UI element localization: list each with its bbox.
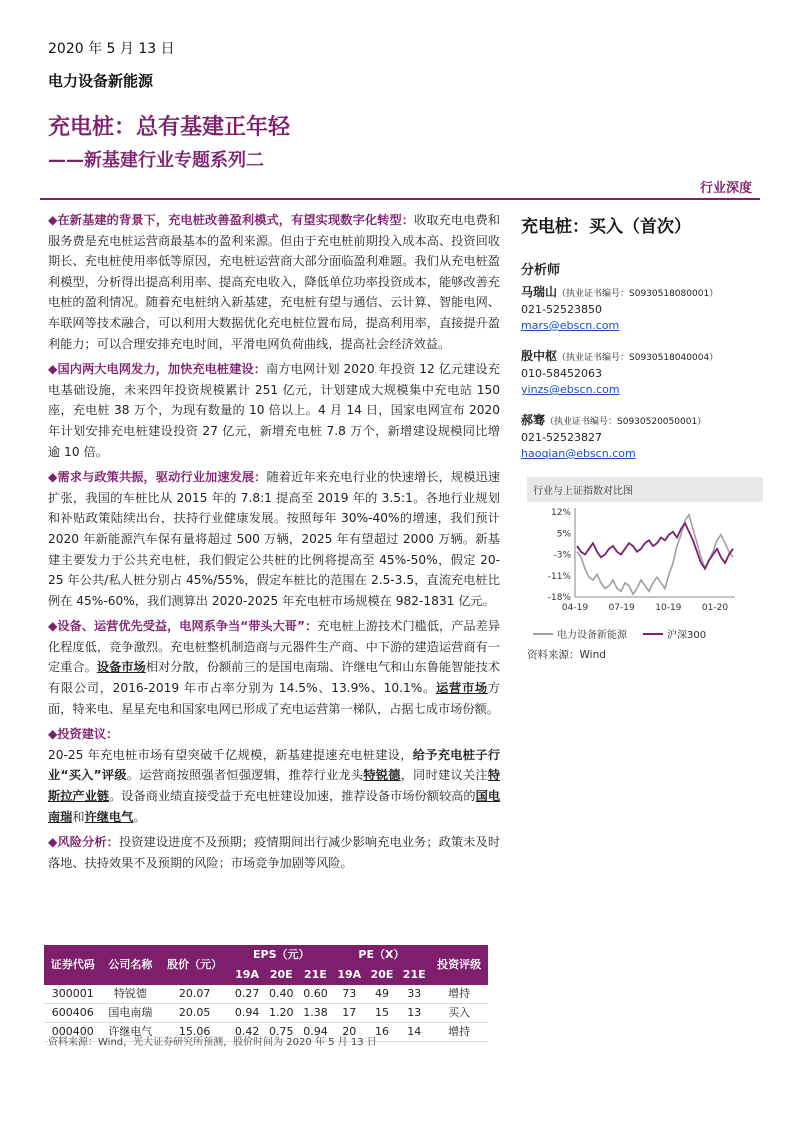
analyst-email-link[interactable]: mars@ebscn.com [521, 319, 620, 332]
report-title: 充电桩：总有基建正年轻 [48, 115, 291, 140]
analyst-card: 马瑞山（执业证书编号：S0930518080001） 021-52523850 mars@ebscn.com [521, 284, 761, 334]
header-year: 20E [264, 965, 298, 985]
table-row: 000400 许继电气 15.06 0.42 0.75 0.94 20 16 14 增持 [44, 1023, 488, 1042]
x-tick-label: 07-19 [608, 603, 635, 613]
x-tick-label: 10-19 [655, 603, 682, 613]
legend-swatch [533, 633, 553, 635]
paragraph-risk: ◆风险分析：投资建设进度不及预期；疫情期间出行减少影响充电业务；政策未及时落地、扶持效果不及预期的风险；市场竞争加剧等风险。 [48, 835, 501, 870]
header-divider [40, 198, 760, 200]
header-price: 股价（元） [159, 945, 230, 985]
header-year: 20E [366, 965, 398, 985]
header-year: 21E [298, 965, 332, 985]
table-row: 300001 特锐德 20.07 0.27 0.40 0.60 73 49 33 增持 [44, 985, 488, 1004]
report-type: 行业深度 [699, 181, 752, 196]
analyst-phone: 021-52523827 [521, 431, 602, 444]
analyst-phone: 021-52523850 [521, 303, 602, 316]
sector-name: 电力设备新能源 [48, 72, 154, 90]
main-body [48, 210, 500, 878]
series-line [577, 523, 733, 568]
legend-item: 电力设备新能源 [533, 626, 627, 641]
y-tick-label: 12% [550, 508, 571, 518]
paragraph-equipment-operation: ◆设备、运营优先受益，电网系争当“带头大哥”：充电桩上游技术门槛低，产品差异化程度低，竞争激烈。充电桩整机制造商与元器件生产商、中下游的建造运营商有一定重合。设备市场相对分散，份额前三的是国电南瑞、许继电气和山东鲁能智能技术有限公司，2016-2019 年市占率分别为 14.5%、13.9%、10.1%。运营市场方面，特来电、星星充电和国家电网已形成了充电运营第一梯队，占据七成市场份额。 [48, 619, 501, 716]
y-tick-label: -11% [547, 571, 571, 582]
report-date: 2020 年 5 月 13 日 [48, 41, 175, 57]
series-line [577, 515, 733, 594]
analyst-email-link[interactable]: yinzs@ebscn.com [521, 383, 620, 396]
header-year: 19A [230, 965, 264, 985]
analyst-card: 殷中枢（执业证书编号：S0930518040004） 010-58452063 yinzs@ebscn.com [521, 348, 761, 398]
analyst-card: 郝骞（执业证书编号：S0930520050001） 021-52523827 haoqian@ebscn.com [521, 412, 761, 462]
y-tick-label: -18% [547, 593, 571, 603]
sidebar [521, 212, 761, 476]
header-company: 公司名称 [102, 945, 160, 985]
chart-source: 资料来源：Wind [527, 649, 606, 661]
paragraph-profit-model: ◆在新基建的背景下，充电桩改善盈利模式，有望实现数字化转型：收取充电电费和服务费是充电桩运营商最基本的盈利来源。但由于充电桩前期投入成本高、投资回收期长、充电桩使用率低等原因，充电桩运营商大部分面临盈利难题。我们从充电桩盈利模型，分析得出提高利用率、提高充电收入，降低单位功率投资成本，能够改善充电桩的盈利情况。随着充电桩纳入新基建，充电桩有望与通信、云计算、智能电网、车联网等技术融合，可以利用大数据优化充电桩位置布局，提高利用率，直接提升盈利能力；可以合理安排充电时间，平滑电网负荷曲线，提高社会经济效益。 [48, 213, 501, 351]
header-year: 21E [398, 965, 430, 985]
header-eps: EPS（元） [230, 945, 333, 965]
table-row: 600406 国电南瑞 20.05 0.94 1.20 1.38 17 15 13 买入 [44, 1004, 488, 1023]
chart-svg [527, 502, 763, 620]
x-tick-label: 04-19 [561, 603, 589, 613]
header-rating: 投资评级 [430, 945, 488, 985]
analysts-heading: 分析师 [521, 263, 561, 278]
header-pe: PE（X） [333, 945, 431, 965]
table-source: 资料来源：Wind，光大证券研究所预测，股价时间为 2020 年 5 月 13 日 [48, 1037, 377, 1048]
performance-chart [527, 477, 763, 662]
paragraph-demand-policy: ◆需求与政策共振，驱动行业加速发展：随着近年来充电行业的快速增长，规模迅速扩张，我国的车桩比从 2015 年的 7.8:1 提高至 2019 年的 3.5:1。各地行业规划和补贴政策陆续出台，扶持行业健康发展。按照每年 30%-40%的增速，我们预计 2020 年新能源汽车保有量将超过 500 万辆，2025 年有望超过 2000 万辆。新基建主要发力于公共充电桩，我们假定公共桩的比例将提高至 45%-50%，假定 20-25 年公共/私人桩分别占 45%/55%，假定车桩比的范围在 2.5-3.5，直流充电桩比例在 45%-60%，我们测算出 2020-2025 年充电桩市场规模在 982-1831 亿元。 [48, 470, 500, 608]
y-tick-label: -3% [553, 550, 571, 561]
legend-item: 沪深300 [643, 626, 706, 641]
header-year: 19A [333, 965, 366, 985]
header-code: 证券代码 [44, 945, 102, 985]
paragraph-grid-investment: ◆国内两大电网发力，加快充电桩建设：南方电网计划 2020 年投资 12 亿元建设充电基础设施，未来四年投资规模累计 251 亿元，计划建成大规模集中充电站 150 座，充电桩 38 万个，为现有数量的 10 倍以上。4 月 14 日，国家电网宣布 2020 年计划安排充电桩建设投资 27 亿元，新增充电桩 7.8 万个，新增建设规模同比增逾 10 倍。 [48, 362, 500, 459]
analyst-phone: 010-58452063 [521, 367, 602, 380]
legend-swatch [643, 633, 663, 635]
valuation-table [44, 945, 488, 1042]
y-tick-label: 5% [556, 529, 571, 540]
chart-legend [527, 626, 763, 641]
x-tick-label: 01-20 [701, 603, 729, 613]
paragraph-investment-advice: ◆投资建议： 20-25 年充电桩市场有望突破千亿规模，新基建提速充电桩建设，给予充电桩子行业“买入”评级。运营商按照强者恒强逻辑，推荐行业龙头特锐德，同时建议关注特斯拉产业链。设备商业绩直接受益于充电桩建设加速，推荐设备市场份额较高的国电南瑞和许继电气。 [48, 727, 501, 824]
industry-rating: 充电桩：买入（首次） [521, 217, 691, 237]
analyst-email-link[interactable]: haoqian@ebscn.com [521, 447, 636, 460]
report-subtitle: ——新基建行业专题系列二 [48, 150, 264, 171]
chart-title: 行业与上证指数对比图 [527, 477, 763, 502]
